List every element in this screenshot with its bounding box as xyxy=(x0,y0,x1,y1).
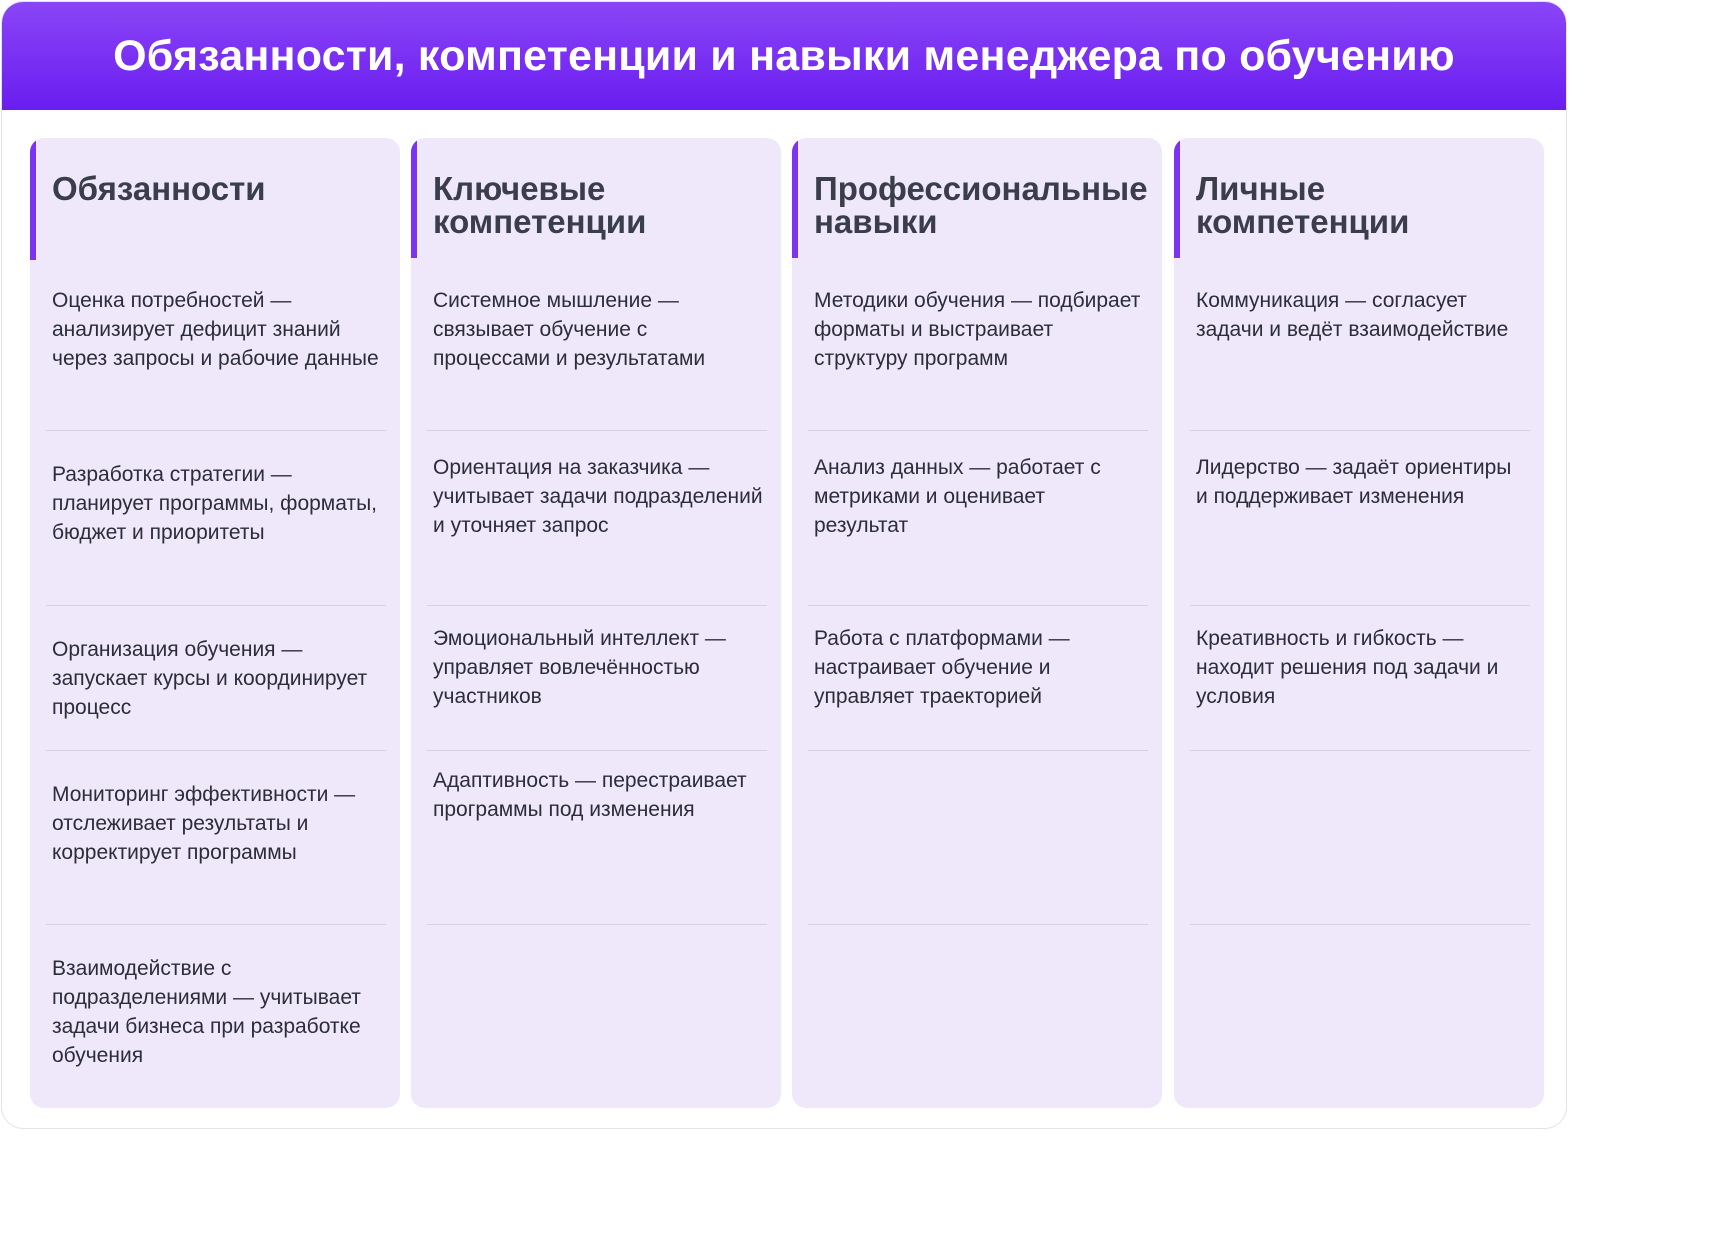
list-item: Адаптивность — перестраивает программы под изменения xyxy=(433,769,747,821)
list-item: Лидерство — задаёт ориентиры и поддерживает изменения xyxy=(1196,456,1512,508)
column-heading: Личные компетенции xyxy=(1196,170,1410,240)
list-item: Анализ данных — работает с метриками и оценивает результат xyxy=(814,456,1101,537)
column-accent-bar xyxy=(411,138,417,258)
list-item: Оценка потребностей — анализирует дефицит знаний через запросы и рабочие данные xyxy=(52,289,379,370)
row-divider xyxy=(808,750,1148,751)
page-title: Обязанности, компетенции и навыки менеджера по обучению xyxy=(113,31,1455,80)
column-accent-bar xyxy=(792,138,798,258)
list-item: Методики обучения — подбирает форматы и выстраивает структуру программ xyxy=(814,289,1141,370)
column-key-competencies xyxy=(411,138,781,1108)
column-duties xyxy=(30,138,400,1108)
list-item: Работа с платформами — настраивает обучение и управляет траекторией xyxy=(814,627,1070,708)
row-divider xyxy=(427,750,767,751)
list-item: Коммуникация — согласует задачи и ведёт взаимодействие xyxy=(1196,289,1509,341)
list-item: Креативность и гибкость — находит решения под задачи и условия xyxy=(1196,627,1499,708)
row-divider xyxy=(808,924,1148,925)
column-heading: Профессиональные навыки xyxy=(814,170,1148,240)
row-divider xyxy=(1190,750,1530,751)
row-divider xyxy=(1190,924,1530,925)
row-divider xyxy=(808,605,1148,606)
row-divider xyxy=(46,924,386,925)
row-divider xyxy=(46,750,386,751)
column-personal-competencies xyxy=(1174,138,1544,1108)
row-divider xyxy=(46,605,386,606)
list-item: Эмоциональный интеллект — управляет вовлечённостью участников xyxy=(433,627,726,708)
column-professional-skills xyxy=(792,138,1162,1108)
row-divider xyxy=(427,924,767,925)
list-item: Взаимодействие с подразделениями — учитывает задачи бизнеса при разработке обучения xyxy=(52,957,361,1067)
list-item: Разработка стратегии — планирует программы, форматы, бюджет и приоритеты xyxy=(52,463,377,544)
title-banner xyxy=(2,2,1566,110)
row-divider xyxy=(808,430,1148,431)
infographic-frame xyxy=(1,1,1567,1129)
list-item: Организация обучения — запускает курсы и координирует процесс xyxy=(52,638,368,719)
column-accent-bar xyxy=(1174,138,1180,258)
column-accent-bar xyxy=(30,138,36,260)
list-item: Мониторинг эффективности — отслеживает результаты и корректирует программы xyxy=(52,783,356,864)
row-divider xyxy=(1190,605,1530,606)
list-item: Системное мышление — связывает обучение с процессами и результатами xyxy=(433,289,706,370)
column-heading: Ключевые компетенции xyxy=(433,170,647,240)
row-divider xyxy=(1190,430,1530,431)
row-divider xyxy=(427,430,767,431)
list-item: Ориентация на заказчика — учитывает задачи подразделений и уточняет запрос xyxy=(433,456,763,537)
row-divider xyxy=(46,430,386,431)
column-heading: Обязанности xyxy=(52,170,266,207)
row-divider xyxy=(427,605,767,606)
